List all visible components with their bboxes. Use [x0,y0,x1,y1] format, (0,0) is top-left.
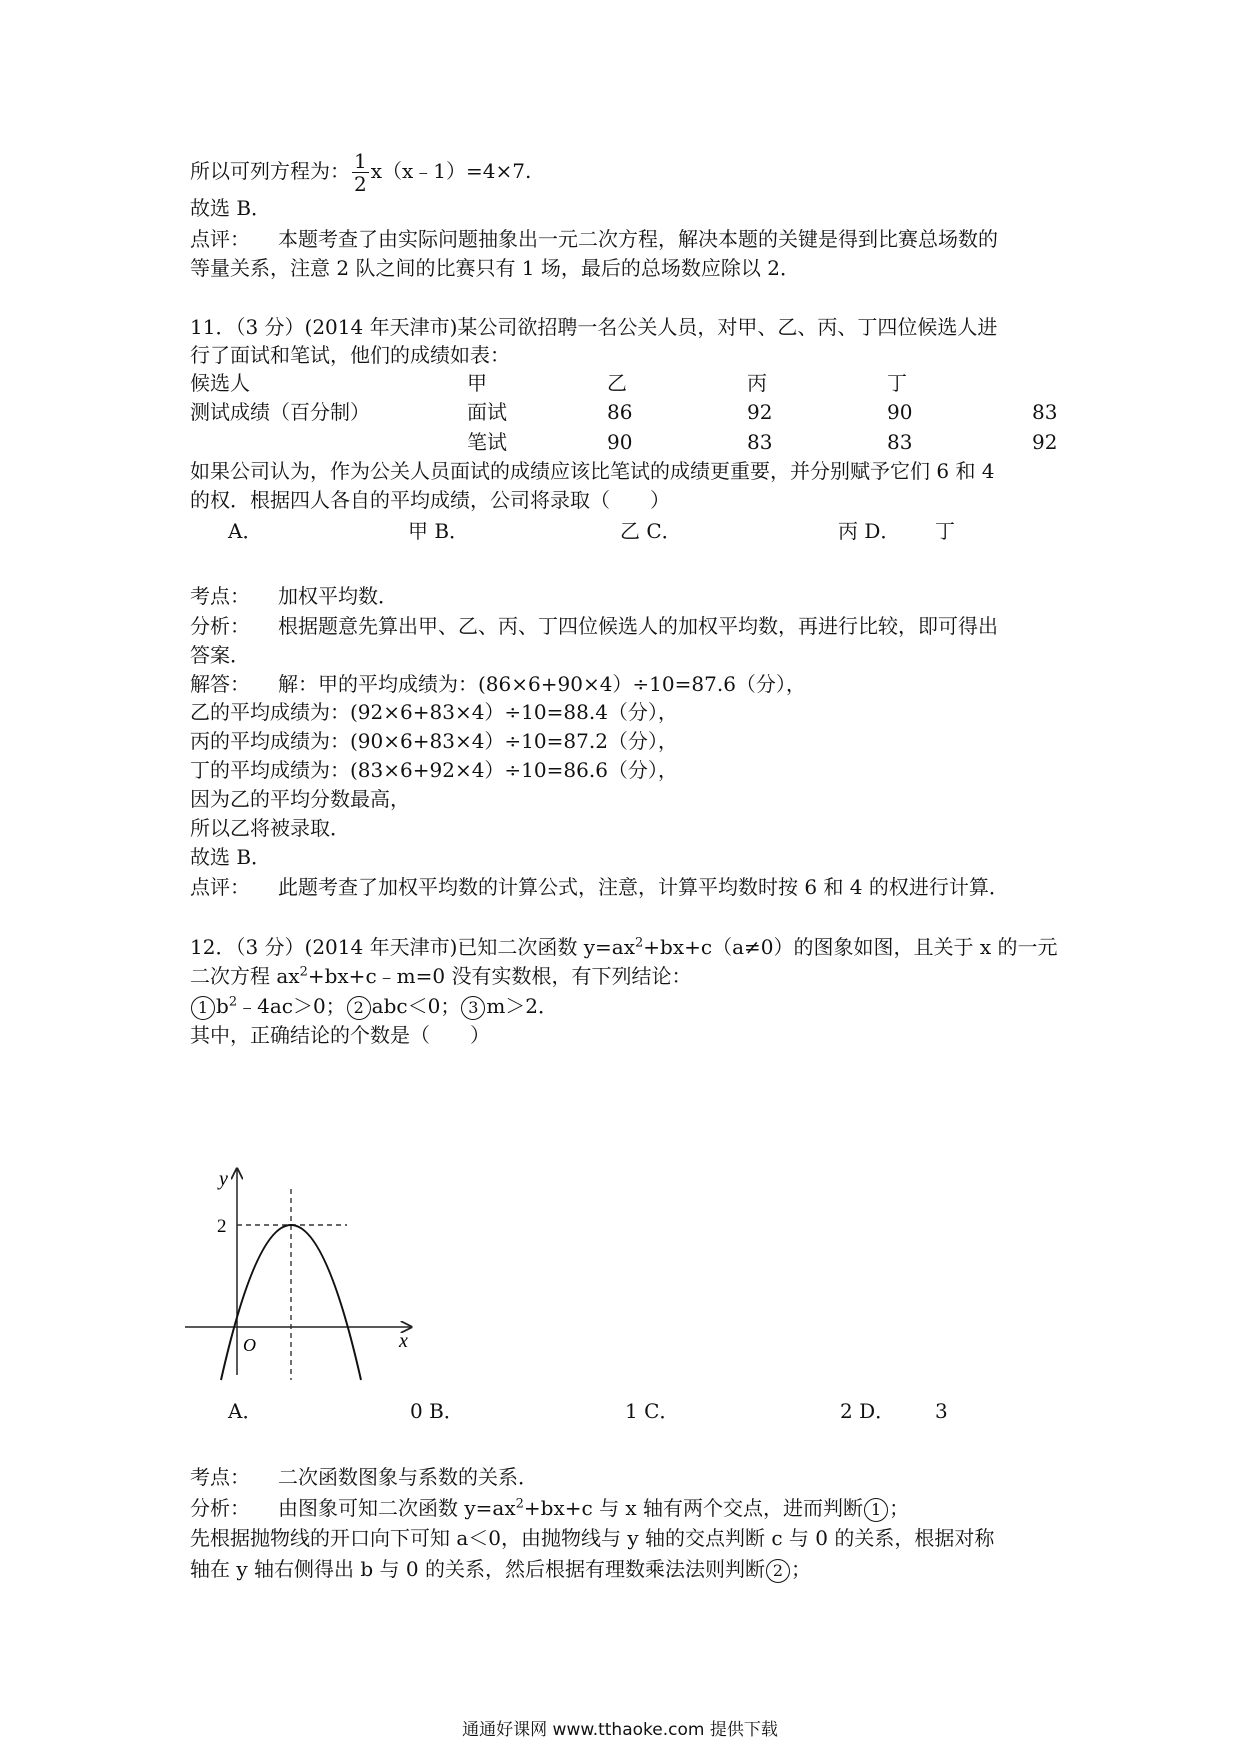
table-candidate: 丙 [747,371,767,395]
table-cell: 92 [747,400,773,424]
q12-kaodian: 考点： 二次函数图象与系数的关系． [190,1465,538,1489]
q11-jieda-1: 解答： 解：甲的平均成绩为：(86×6+90×4）÷10=87.6（分）， [190,672,806,696]
page-footer: 通通好课网 www.tthaoke.com 提供下载 [462,1720,778,1740]
q12-stem-4: 其中，正确结论的个数是（ ） [190,1023,490,1047]
option-d: 丙 D． [838,519,901,543]
q11-jieda-6: 所以乙将被录取． [190,816,350,840]
table-cell: 83 [747,430,773,454]
option-c: 1 C． [625,1399,680,1423]
q11-jieda-7: 故选 B． [190,845,272,869]
parabola-curve [221,1225,361,1380]
q11-fenxi-1: 分析： 根据题意先算出甲、乙、丙、丁四位候选人的加权平均数，再进行比较，即可得出 [190,614,998,638]
q12-fenxi-3: 轴在 y 轴右侧得出 b 与 0 的关系，然后根据有理数乘法法则判断 2 ； [190,1557,811,1581]
option-d: 2 D． [840,1399,896,1423]
q12-conclusions: 1 $b^2﹣4ac>0$； 2 abc＜0； 3 m＞2． [190,992,558,1020]
prev-answer: 故选 B． [190,196,272,220]
table-candidate: 丁 [887,371,907,395]
table-cell: 83 [887,430,913,454]
q11-fenxi-2: 答案． [190,643,250,667]
equation-line: 所以可列方程为： $\frac{1}{2}$ x（x﹣1）=4×7. [190,149,532,196]
q12-stem-1: 12．（3 分）(2014 年天津市)已知二次函数 $y=ax^2+bx+c(a\ne 0)$的图象如图，且关于 x 的一元 [190,935,1058,959]
parabola-graph [185,1165,425,1395]
table-candidate: 甲 [467,371,487,395]
table-header-score: 测试成绩（百分制） [190,400,370,424]
table-interview-label: 面试 [467,400,507,424]
x-label: x [399,1330,408,1352]
table-written-label: 笔试 [467,430,507,454]
option-a: A． [228,1399,263,1423]
prev-comment-1: 点评： 本题考查了由实际问题抽象出一元二次方程，解决本题的关键是得到比赛总场数的 [190,227,998,251]
q11-jieda-4: 丁的平均成绩为：(83×6+92×4）÷10=86.6（分）， [190,758,678,782]
origin-label: O [243,1335,256,1355]
q12-fenxi-2: 先根据抛物线的开口向下可知 a＜0，由抛物线与 y 轴的交点判断 c 与 0 的关系，根据对称 [190,1526,995,1550]
q12-fenxi-1: 分析： 由图象可知二次函数 $y=ax^2+bx+c$ 与 x 轴有两个交点，进而判断 1 ； [190,1496,910,1520]
option-a: A． [228,519,263,543]
q12-stem-2: 二次方程 $ax^2+bx+c﹣m=0$ 没有实数根，有下列结论： [190,964,692,988]
option-b: 0 B． [410,1399,464,1423]
q11-comment: 点评： 此题考查了加权平均数的计算公式，注意，计算平均数时按 6 和 4 的权进行计算． [190,875,1009,899]
option-c: 乙 C． [620,519,682,543]
option-d-value: 3 [935,1399,948,1423]
prev-comment-2: 等量关系，注意 2 队之间的比赛只有 1 场，最后的总场数应除以 2． [190,256,800,280]
q11-stem-2: 行了面试和笔试，他们的成绩如表： [190,343,510,367]
table-header-candidate: 候选人 [190,371,250,395]
option-b: 甲 B． [408,519,470,543]
circled-number: 2 [766,1559,790,1583]
table-cell: 90 [607,430,633,454]
fraction: $\frac{1}{2}$ [354,149,367,196]
q11-stem-3: 如果公司认为，作为公关人员面试的成绩应该比笔试的成绩更重要，并分别赋予它们 6 和 4 [190,459,995,483]
table-candidate: 乙 [607,371,627,395]
y-label: y [219,1168,228,1190]
q11-jieda-5: 因为乙的平均分数最高， [190,787,410,811]
q11-stem-1: 11．（3 分）(2014 年天津市)某公司欲招聘一名公关人员，对甲、乙、丙、丁四位候选人进 [190,315,998,339]
table-cell: 86 [607,400,633,424]
q11-kaodian: 考点： 加权平均数． [190,584,398,608]
q11-jieda-3: 丙的平均成绩为：(90×6+83×4）÷10=87.2（分）， [190,729,678,753]
q11-stem-4: 的权．根据四人各自的平均成绩，公司将录取（ ） [190,488,670,512]
circled-number: 1 [191,996,215,1020]
table-cell: 83 [1032,400,1058,424]
table-cell: 90 [887,400,913,424]
max-value-label: 2 [217,1216,227,1237]
circled-number: 3 [461,996,485,1020]
circled-number: 2 [347,996,371,1020]
table-cell: 92 [1032,430,1058,454]
circled-number: 1 [864,1498,888,1522]
q11-jieda-2: 乙的平均成绩为：(92×6+83×4）÷10=88.4（分）， [190,700,678,724]
option-d-value: 丁 [935,519,955,543]
